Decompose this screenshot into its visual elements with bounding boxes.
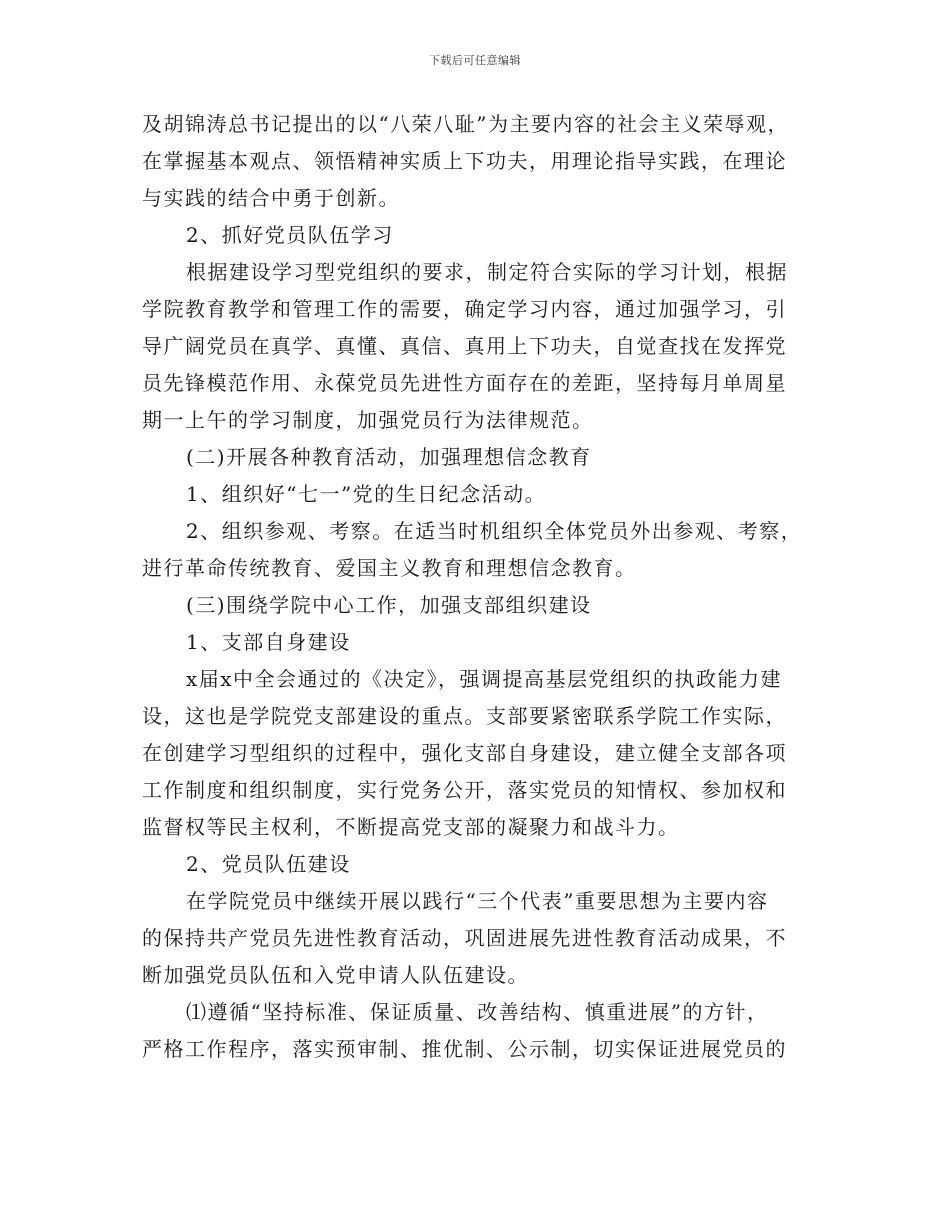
text-line: (二)开展各种教育活动，加强理想信念教育 xyxy=(186,445,592,469)
text-line: 1、组织好“七一”党的生日纪念活动。 xyxy=(186,482,547,506)
text-line: 严格工作程序，落实预审制、推优制、公示制，切实保证进展党员的 xyxy=(142,1037,787,1061)
text-line: 的保持共产党员先进性教育活动，巩固进展先进性教育活动成果，不 xyxy=(142,926,787,950)
text-line: 根据建设学习型党组织的要求，制定符合实际的学习计划，根据 xyxy=(186,260,788,284)
text-line: 工作制度和组织制度，实行党务公开，落实党员的知情权、参加权和 xyxy=(142,778,787,802)
text-line: 导广阔党员在真学、真懂、真信、真用上下功夫，自觉查找在发挥党 xyxy=(142,334,787,358)
text-line: 与实践的结合中勇于创新。 xyxy=(142,186,400,210)
document-body xyxy=(142,106,812,1068)
page-header: 下载后可任意编辑 xyxy=(429,54,521,67)
text-line: 进行革命传统教育、爱国主义教育和理想信念教育。 xyxy=(142,556,637,580)
text-line: x届x中全会通过的《决定》，强调提高基层党组织的执政能力建 xyxy=(186,667,783,691)
text-line: 员先锋模范作用、永葆党员先进性方面存在的差距，坚持每月单周星 xyxy=(142,371,787,395)
text-line: 在创建学习型组织的过程中，强化支部自身建设，建立健全支部各项 xyxy=(142,741,787,765)
text-line: 期一上午的学习制度，加强党员行为法律规范。 xyxy=(142,408,594,432)
text-line: 断加强党员队伍和入党申请人队伍建设。 xyxy=(142,963,529,987)
text-line: 监督权等民主权利，不断提高党支部的凝聚力和战斗力。 xyxy=(142,815,680,839)
text-line: (三)围绕学院中心工作，加强支部组织建设 xyxy=(186,593,592,617)
text-line: ⑴遵循“坚持标准、保证质量、改善结构、慎重进展”的方针， xyxy=(186,1000,769,1024)
text-line: 2、党员队伍建设 xyxy=(186,852,351,876)
text-line: 2、抓好党员队伍学习 xyxy=(186,223,394,247)
text-line: 在学院党员中继续开展以践行“三个代表”重要思想为主要内容 xyxy=(186,889,769,913)
text-line: 1、支部自身建设 xyxy=(186,630,351,654)
text-line: 2、组织参观、考察。在适当时机组织全体党员外出参观、考察， xyxy=(186,519,803,543)
text-line: 在掌握基本观点、领悟精神实质上下功夫，用理论指导实践，在理论 xyxy=(142,149,787,173)
text-line: 设，这也是学院党支部建设的重点。支部要紧密联系学院工作实际， xyxy=(142,704,787,728)
text-line: 及胡锦涛总书记提出的以“八荣八耻”为主要内容的社会主义荣辱观， xyxy=(142,112,789,136)
text-line: 学院教育教学和管理工作的需要，确定学习内容，通过加强学习，引 xyxy=(142,297,787,321)
